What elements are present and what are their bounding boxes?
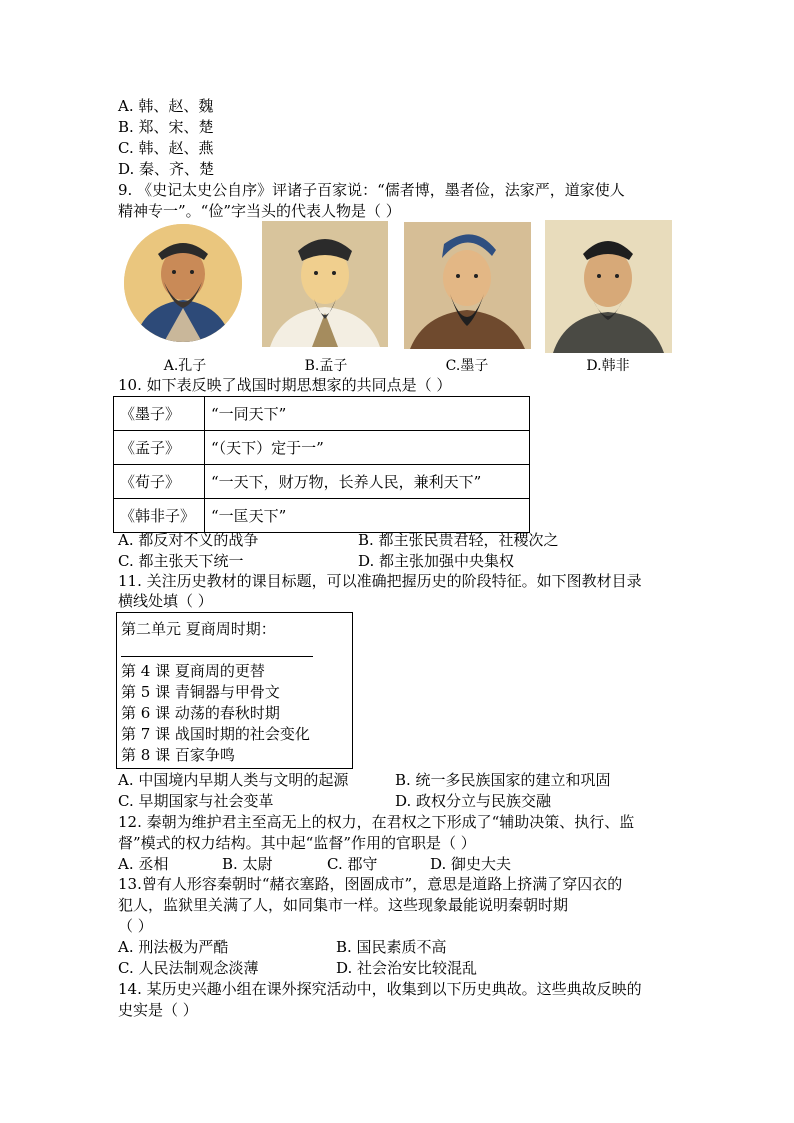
q11-contents-box [116, 612, 353, 769]
table-cell-quote: “一天下，财万物，长养人民，兼利天下” [205, 465, 530, 499]
q10-table [113, 396, 530, 533]
q13-option-a: A. 刑法极为严酷 [118, 938, 229, 956]
q13-option-b: B. 国民素质不高 [336, 938, 447, 956]
q13-stem-line1: 13.曾有人形容秦朝时“赭衣塞路，囹圄成市”，意思是道路上挤满了穿囚衣的 [118, 875, 623, 893]
caption-b: B.孟子 [304, 358, 348, 374]
q14-stem-line2: 史实是（ ） [118, 1001, 198, 1019]
lesson-item: 第 7 课 战国时期的社会变化 [121, 725, 310, 743]
q13-stem-line3: （ ） [118, 917, 153, 935]
q10-stem: 10. 如下表反映了战国时期思想家的共同点是（ ） [118, 376, 452, 394]
q10-option-a: A. 都反对不义的战争 [118, 531, 259, 549]
portrait-a [124, 224, 242, 342]
table-cell-source: 《墨子》 [114, 397, 205, 431]
q8-option-c: C. 韩、赵、燕 [118, 139, 214, 157]
table-row [114, 499, 530, 533]
q13-stem-line2: 犯人，监狱里关满了人，如同集市一样。这些现象最能说明秦朝时期 [118, 896, 569, 914]
table-row [114, 397, 530, 431]
q8-option-d: D. 秦、齐、楚 [118, 160, 215, 178]
portrait-b [262, 221, 388, 347]
q9-stem-line2: 精神专一”。“俭”字当头的代表人物是（ ） [118, 202, 401, 220]
lesson-item: 第 6 课 动荡的春秋时期 [121, 704, 280, 722]
fill-blank-line [121, 656, 313, 657]
q11-stem-line1: 11. 关注历史教材的课目标题，可以准确把握历史的阶段特征。如下图教材目录 [118, 572, 642, 590]
portrait-d [545, 220, 672, 353]
q10-option-d: D. 都主张加强中央集权 [358, 552, 515, 570]
lesson-item: 第 8 课 百家争鸣 [121, 746, 235, 764]
q9-stem-line1: 9. 《史记太史公自序》评诸子百家说：“儒者博，墨者俭，法家严，道家使人 [118, 181, 625, 199]
q12-option-a: A. 丞相 [118, 855, 169, 873]
caption-c: C.墨子 [445, 358, 489, 374]
q13-option-d: D. 社会治安比较混乱 [336, 959, 478, 977]
q11-option-b: B. 统一多民族国家的建立和巩固 [395, 771, 611, 789]
table-cell-source: 《荀子》 [114, 465, 205, 499]
table-row [114, 431, 530, 465]
q8-option-b: B. 郑、宋、楚 [118, 118, 214, 136]
unit-title: 第二单元 夏商周时期： [121, 620, 276, 638]
table-cell-source: 《韩非子》 [114, 499, 205, 533]
q11-stem-line2: 横线处填（ ） [118, 592, 213, 610]
q8-option-a: A. 韩、赵、魏 [118, 97, 214, 115]
q14-stem-line1: 14. 某历史兴趣小组在课外探究活动中，收集到以下历史典故。这些典故反映的 [118, 980, 642, 998]
q12-stem-line1: 12. 秦朝为维护君主至高无上的权力，在君权之下形成了“辅助决策、执行、监 [118, 813, 635, 831]
portrait-c [404, 222, 531, 349]
q12-stem-line2: 督”模式的权力结构。其中起“监督”作用的官职是（ ） [118, 834, 476, 852]
q12-option-c: C. 郡守 [327, 855, 378, 873]
table-cell-source: 《孟子》 [114, 431, 205, 465]
q10-option-c: C. 都主张天下统一 [118, 552, 244, 570]
q12-option-b: B. 太尉 [222, 855, 273, 873]
table-cell-quote: “一同天下” [205, 397, 530, 431]
table-cell-quote: “一匡天下” [205, 499, 530, 533]
caption-a: A.孔子 [163, 358, 207, 374]
q11-option-c: C. 早期国家与社会变革 [118, 792, 274, 810]
lesson-item: 第 5 课 青铜器与甲骨文 [121, 683, 280, 701]
q12-option-d: D. 御史大夫 [430, 855, 512, 873]
table-row [114, 465, 530, 499]
lesson-item: 第 4 课 夏商周的更替 [121, 662, 265, 680]
q11-option-a: A. 中国境内早期人类与文明的起源 [118, 771, 349, 789]
table-cell-quote: “（天下）定于一” [205, 431, 530, 465]
q10-option-b: B. 都主张民贵君轻，社稷次之 [358, 531, 559, 549]
caption-d: D.韩非 [586, 358, 630, 374]
q13-option-c: C. 人民法制观念淡薄 [118, 959, 259, 977]
q11-option-d: D. 政权分立与民族交融 [395, 792, 552, 810]
